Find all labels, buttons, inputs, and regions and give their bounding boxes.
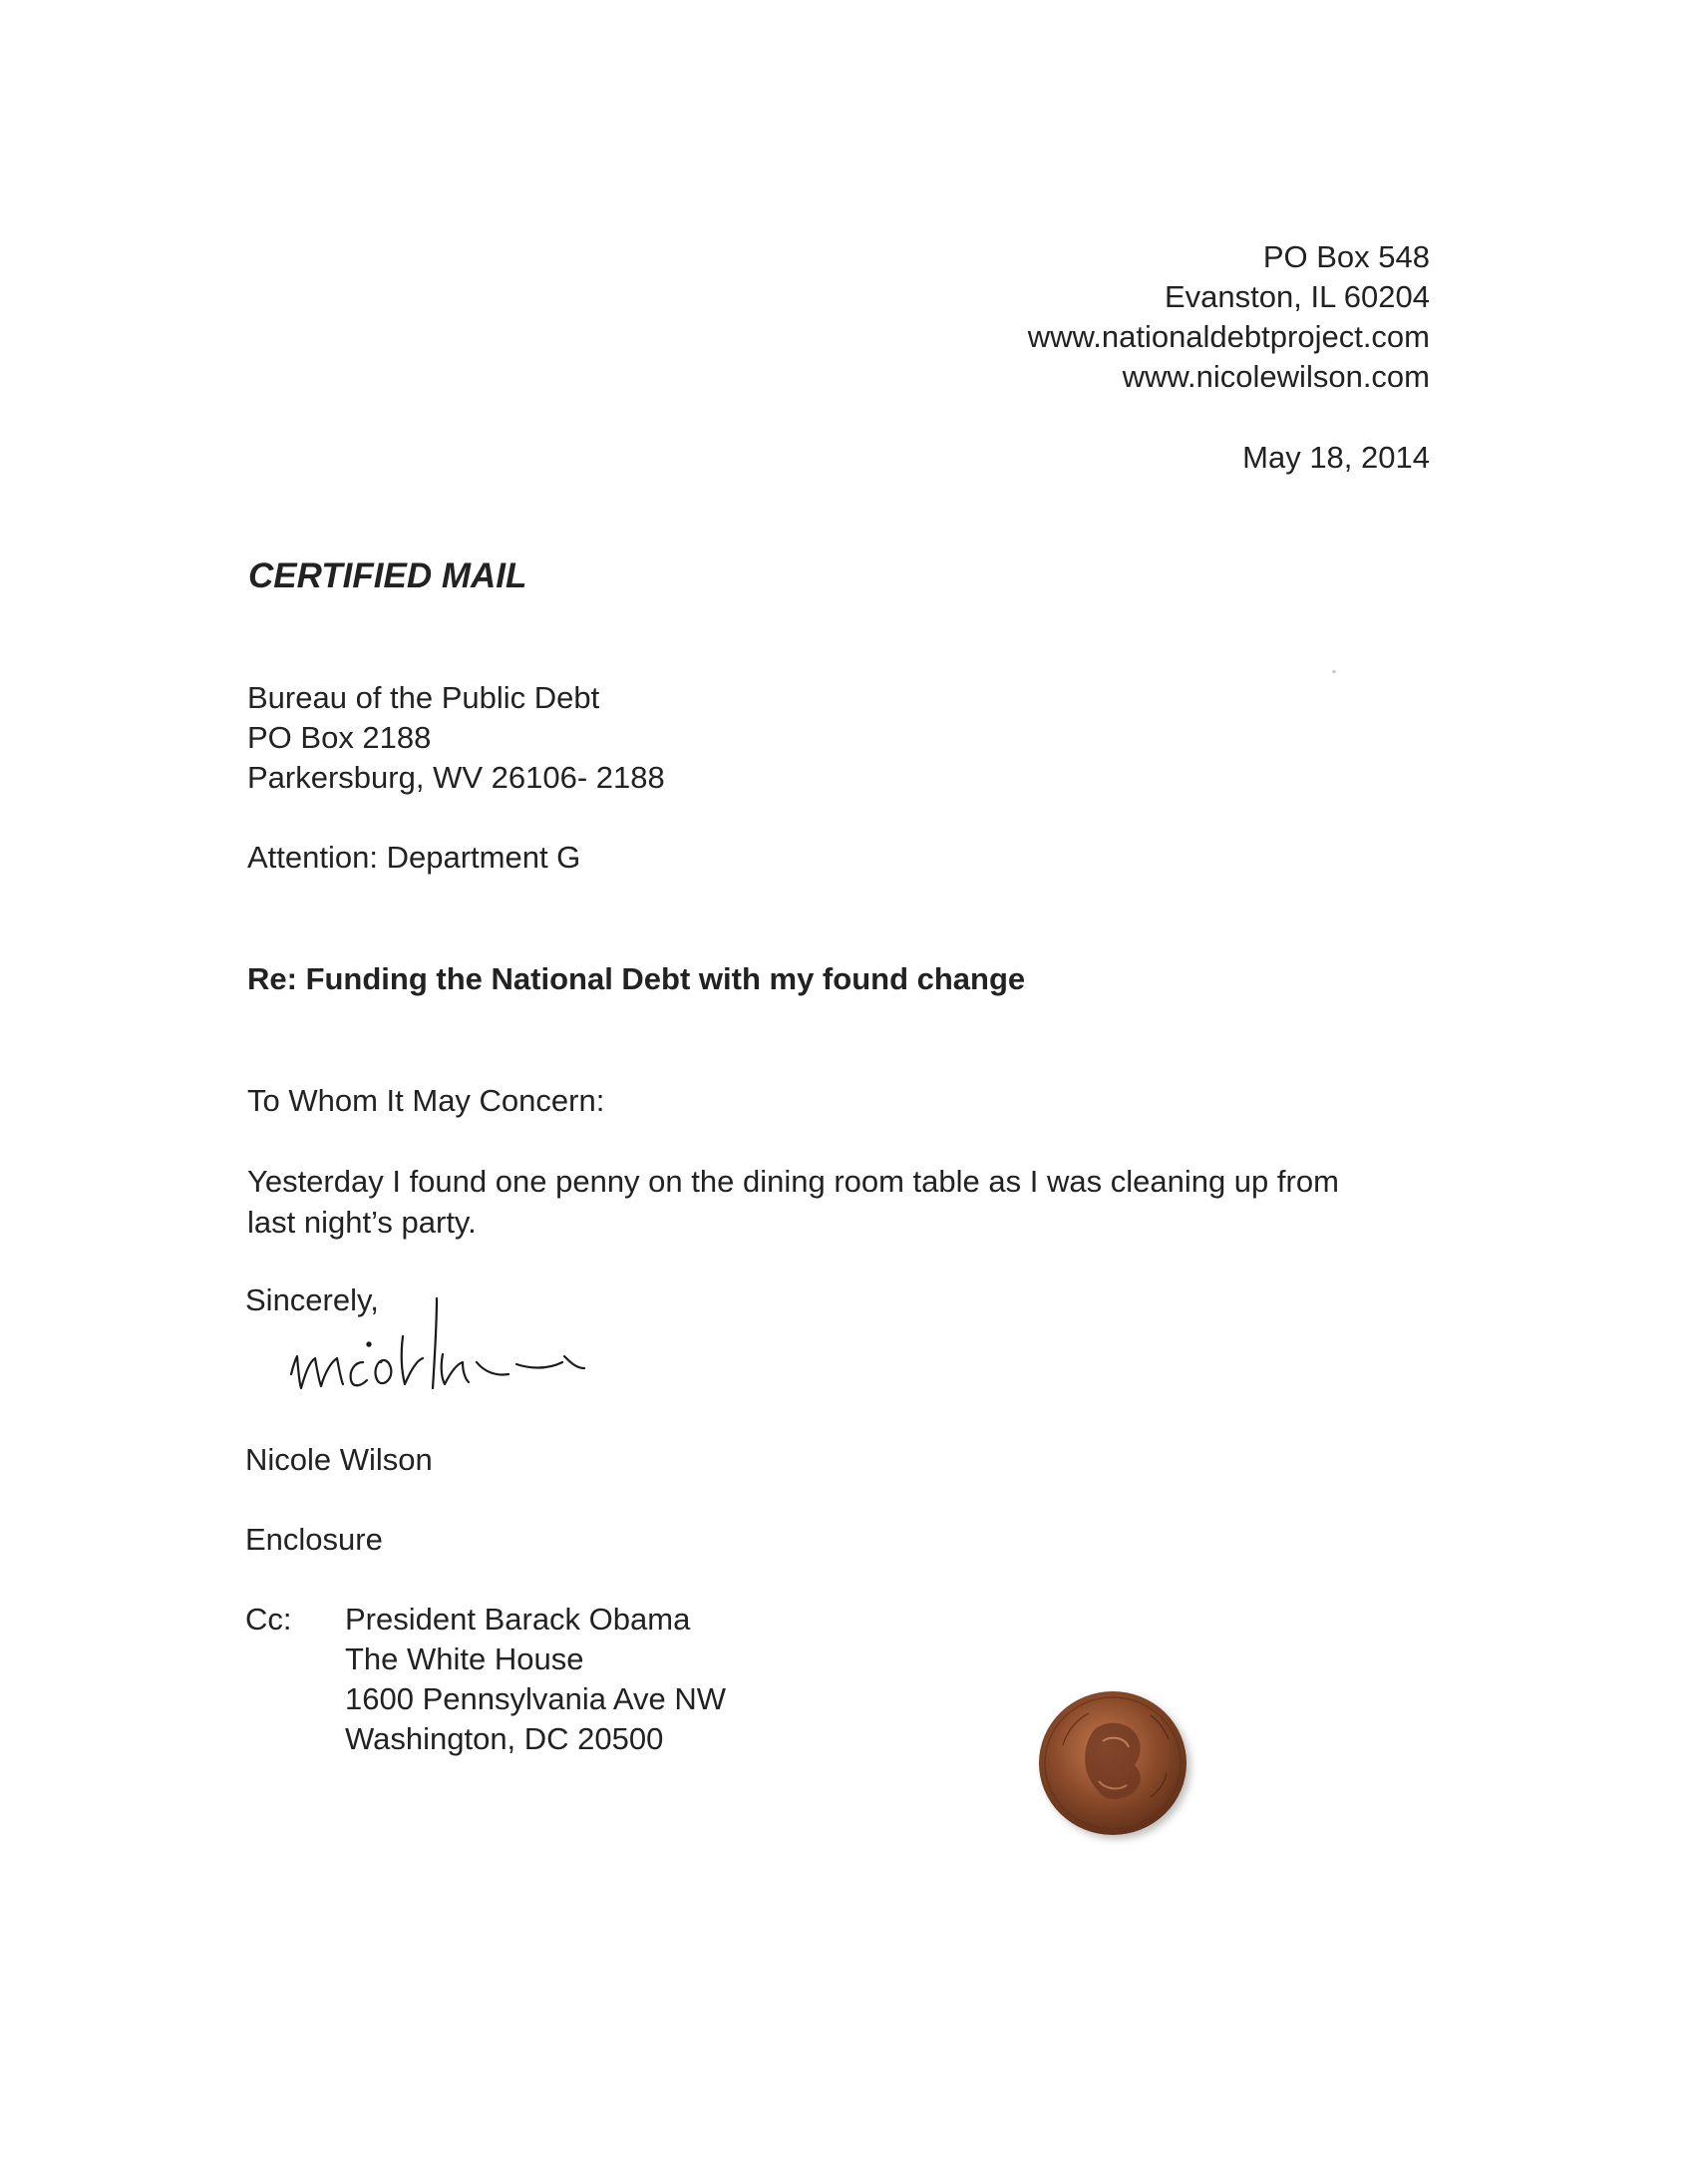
cc-label: Cc: [245, 1602, 292, 1637]
cc-address-block [345, 1600, 726, 1759]
sender-website-2: www.nicolewilson.com [1122, 359, 1430, 394]
subject-line: Re: Funding the National Debt with my found change [247, 961, 1026, 996]
penny-coin-image [1033, 1685, 1202, 1845]
closing: Sincerely, [245, 1282, 379, 1317]
recipient-address-line2: Parkersburg, WV 26106- 2188 [247, 760, 665, 795]
enclosure-note: Enclosure [245, 1522, 383, 1557]
sender-address-line2: Evanston, IL 60204 [1165, 279, 1430, 314]
signature-image [285, 1296, 604, 1406]
recipient-address-line1: PO Box 2188 [247, 720, 432, 755]
salutation: To Whom It May Concern: [247, 1083, 605, 1118]
attention-line: Attention: Department G [247, 840, 581, 875]
letter-date: May 18, 2014 [1242, 440, 1430, 475]
body-paragraph [247, 1161, 1444, 1243]
cc-address-line3: Washington, DC 20500 [345, 1721, 664, 1756]
body-line-1: Yesterday I found one penny on the dining room table as I was cleaning up from [247, 1164, 1339, 1199]
cc-address-line2: 1600 Pennsylvania Ave NW [345, 1681, 726, 1716]
recipient-address-block [247, 678, 665, 798]
sender-address-block [1028, 237, 1430, 397]
signer-name: Nicole Wilson [245, 1442, 433, 1477]
cc-address-line1: The White House [345, 1641, 584, 1676]
sender-address-line1: PO Box 548 [1262, 239, 1430, 274]
cc-name: President Barack Obama [345, 1602, 691, 1637]
body-line-2: last night’s party. [247, 1205, 477, 1240]
sender-website-1: www.nationaldebtproject.com [1027, 319, 1430, 354]
recipient-name: Bureau of the Public Debt [247, 680, 600, 715]
certified-mail-heading: CERTIFIED MAIL [248, 556, 527, 595]
paper-speck [1332, 670, 1336, 673]
